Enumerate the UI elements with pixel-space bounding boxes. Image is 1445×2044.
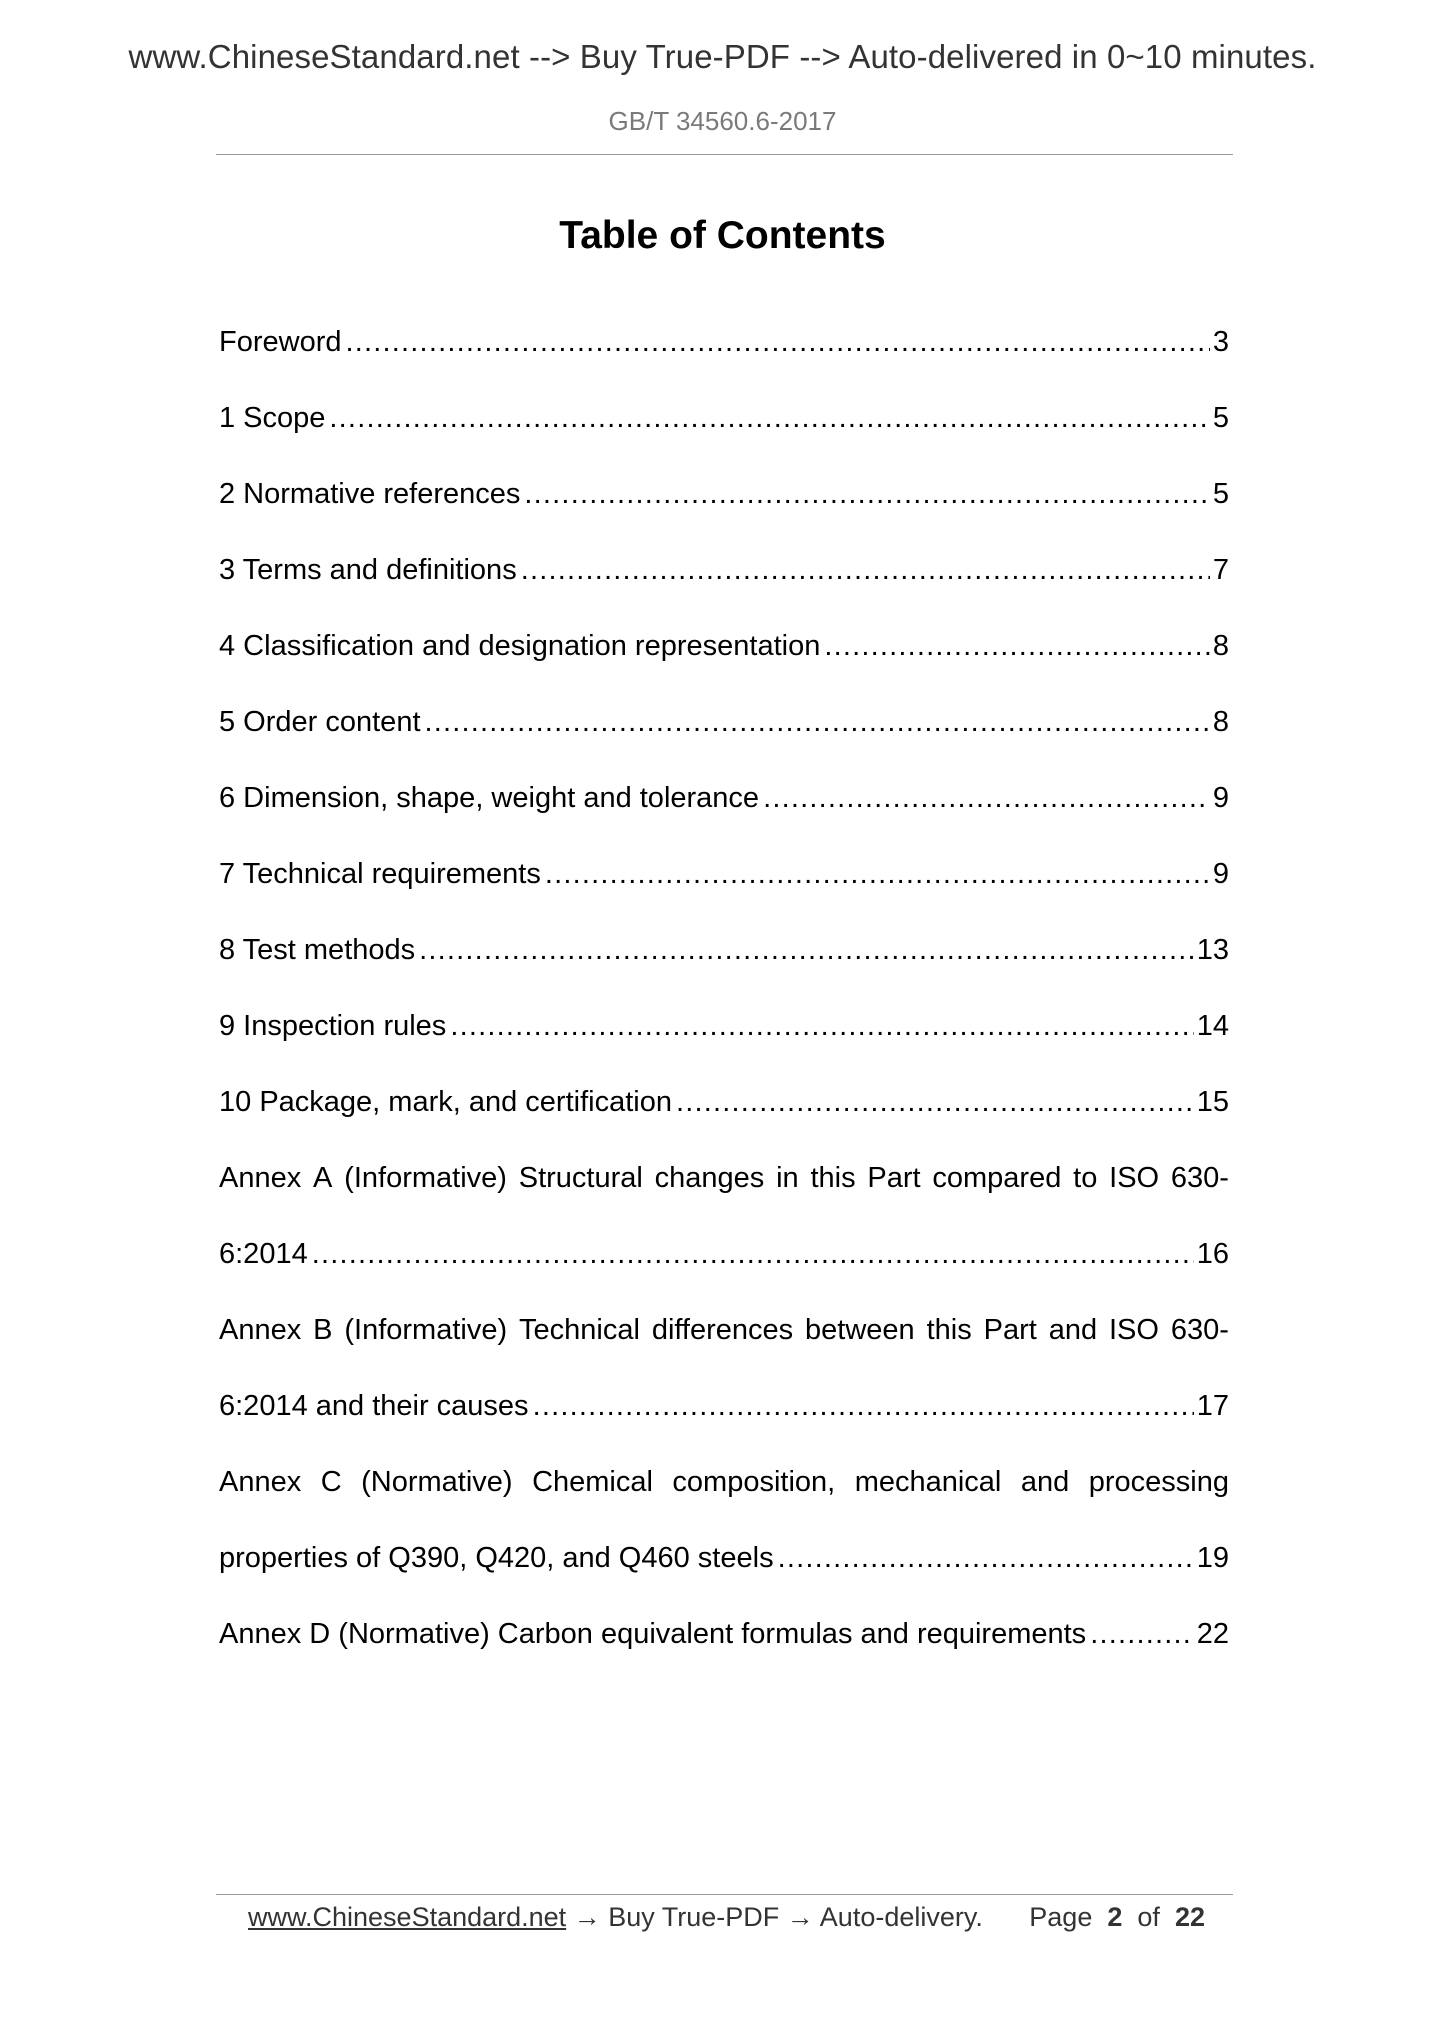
- toc-entry-page: 5: [1212, 402, 1229, 434]
- toc-entry-annex-a-line2[interactable]: [219, 1216, 1229, 1292]
- toc-word: ISO: [1108, 1314, 1159, 1346]
- toc-word: B: [313, 1314, 333, 1346]
- toc-entry-label: 7 Technical requirements: [219, 858, 541, 890]
- toc-entry-label: 6 Dimension, shape, weight and tolerance: [219, 782, 760, 814]
- toc-entry-page: 9: [1212, 782, 1229, 814]
- toc-word: mechanical: [854, 1466, 1002, 1498]
- toc-entry-page: 7: [1212, 554, 1229, 586]
- toc-entry-foreword[interactable]: [219, 304, 1229, 380]
- toc-word: changes: [654, 1162, 765, 1194]
- toc-word: Annex: [219, 1466, 302, 1498]
- toc-entry-label: 9 Inspection rules: [219, 1010, 447, 1042]
- toc-word: Structural: [518, 1162, 643, 1194]
- toc-entry-label: 10 Package, mark, and certification: [219, 1086, 672, 1118]
- toc-entry-label: 5 Order content: [219, 706, 421, 738]
- toc-entry-label: 6:2014: [219, 1238, 308, 1270]
- toc-entry-label: Annex D (Normative) Carbon equivalent formulas and requirements: [219, 1618, 1087, 1650]
- toc-entry-page: 13: [1196, 934, 1229, 966]
- toc-word: differences: [651, 1314, 794, 1346]
- toc-entry-label: properties of Q390, Q420, and Q460 steels: [219, 1542, 774, 1574]
- toc-word: Annex: [219, 1314, 302, 1346]
- toc-entry-label: 8 Test methods: [219, 934, 416, 966]
- toc-entry-terms-definitions[interactable]: [219, 532, 1229, 608]
- toc-entry-classification[interactable]: [219, 608, 1229, 684]
- page-total: 22: [1174, 1902, 1205, 1932]
- toc-entry-annex-c-line2[interactable]: [219, 1520, 1229, 1596]
- toc-word: to: [1073, 1162, 1098, 1194]
- toc-word: 630-: [1170, 1162, 1229, 1194]
- toc-entry-annex-d[interactable]: [219, 1596, 1229, 1672]
- footer-buy-text: Buy True-PDF: [608, 1902, 780, 1932]
- dot-leader: [524, 456, 1209, 532]
- toc-word: this: [926, 1314, 972, 1346]
- toc-entry-annex-b-line2[interactable]: [219, 1368, 1229, 1444]
- toc-entry-technical-requirements[interactable]: [219, 836, 1229, 912]
- page-current: 2: [1107, 1902, 1123, 1932]
- toc-entry-dimension[interactable]: [219, 760, 1229, 836]
- site-link[interactable]: www.ChineseStandard.net: [248, 1902, 567, 1932]
- toc-word: composition,: [672, 1466, 836, 1498]
- toc-word: 630-: [1170, 1314, 1229, 1346]
- dot-leader: [346, 304, 1210, 380]
- toc-entry-page: 16: [1196, 1238, 1229, 1270]
- toc-entry-label: 1 Scope: [219, 402, 326, 434]
- page-footer: [216, 1895, 1233, 1939]
- toc-entry-package[interactable]: [219, 1064, 1229, 1140]
- toc-entry-page: 19: [1196, 1542, 1229, 1574]
- toc-word: (Normative): [361, 1466, 513, 1498]
- toc-word: Part: [983, 1314, 1037, 1346]
- toc-entry-label: 4 Classification and designation representation: [219, 630, 821, 662]
- table-of-contents: [219, 304, 1229, 1672]
- toc-word: and: [1020, 1466, 1070, 1498]
- dot-leader: [824, 608, 1210, 684]
- arrow-right-icon: →: [573, 1902, 601, 1932]
- toc-entry-page: 15: [1196, 1086, 1229, 1118]
- dot-leader: [425, 684, 1210, 760]
- toc-entry-page: 22: [1196, 1618, 1229, 1650]
- toc-word: ISO: [1109, 1162, 1160, 1194]
- page-word: Page: [1029, 1902, 1093, 1932]
- toc-word: Chemical: [532, 1466, 653, 1498]
- toc-word: C: [320, 1466, 342, 1498]
- toc-word: between: [805, 1314, 915, 1346]
- page-number: [1029, 1895, 1205, 1939]
- toc-word: and: [1048, 1314, 1098, 1346]
- dot-leader: [545, 836, 1210, 912]
- arrow-right-icon: →: [786, 1902, 814, 1932]
- toc-word: Technical: [519, 1314, 640, 1346]
- toc-word: A: [313, 1162, 333, 1194]
- toc-word: Annex: [219, 1162, 302, 1194]
- header-divider: [216, 154, 1233, 155]
- toc-entry-label: 3 Terms and definitions: [219, 554, 517, 586]
- toc-entry-page: 14: [1196, 1010, 1229, 1042]
- toc-entry-annex-b-line1[interactable]: [219, 1292, 1229, 1368]
- toc-entry-normative-references[interactable]: [219, 456, 1229, 532]
- dot-leader: [1090, 1596, 1194, 1672]
- toc-entry-page: 17: [1196, 1390, 1229, 1422]
- site-banner: www.ChineseStandard.net --> Buy True-PDF --> Auto-delivered in 0~10 minutes.: [128, 38, 1317, 75]
- toc-entry-inspection-rules[interactable]: [219, 988, 1229, 1064]
- toc-word: processing: [1088, 1466, 1229, 1498]
- toc-word: (Informative): [344, 1314, 508, 1346]
- page-title: Table of Contents: [559, 214, 886, 257]
- toc-word: (Informative): [344, 1162, 507, 1194]
- dot-leader: [778, 1520, 1194, 1596]
- toc-entry-page: 3: [1212, 326, 1229, 358]
- dot-leader: [521, 532, 1210, 608]
- toc-entry-label: Foreword: [219, 326, 342, 358]
- dot-leader: [450, 988, 1193, 1064]
- toc-entry-label: 2 Normative references: [219, 478, 521, 510]
- toc-word: this: [810, 1162, 856, 1194]
- dot-leader: [329, 380, 1209, 456]
- toc-entry-annex-c-line1[interactable]: [219, 1444, 1229, 1520]
- toc-entry-page: 5: [1212, 478, 1229, 510]
- footer-delivery-text: Auto-delivery.: [819, 1902, 983, 1932]
- toc-word: compared: [932, 1162, 1062, 1194]
- toc-entry-test-methods[interactable]: [219, 912, 1229, 988]
- toc-entry-page: 8: [1212, 630, 1229, 662]
- toc-entry-page: 8: [1212, 706, 1229, 738]
- toc-entry-annex-a-line1[interactable]: [219, 1140, 1229, 1216]
- toc-entry-page: 9: [1212, 858, 1229, 890]
- toc-entry-label: 6:2014 and their causes: [219, 1390, 529, 1422]
- dot-leader: [419, 912, 1194, 988]
- of-word: of: [1137, 1902, 1160, 1932]
- dot-leader: [763, 760, 1210, 836]
- dot-leader: [676, 1064, 1194, 1140]
- document-id: GB/T 34560.6-2017: [608, 106, 837, 136]
- dot-leader: [533, 1368, 1194, 1444]
- toc-entry-scope[interactable]: [219, 380, 1229, 456]
- footer-promo: [248, 1895, 983, 1939]
- toc-word: in: [776, 1162, 799, 1194]
- toc-entry-order-content[interactable]: [219, 684, 1229, 760]
- toc-word: Part: [867, 1162, 921, 1194]
- dot-leader: [312, 1216, 1194, 1292]
